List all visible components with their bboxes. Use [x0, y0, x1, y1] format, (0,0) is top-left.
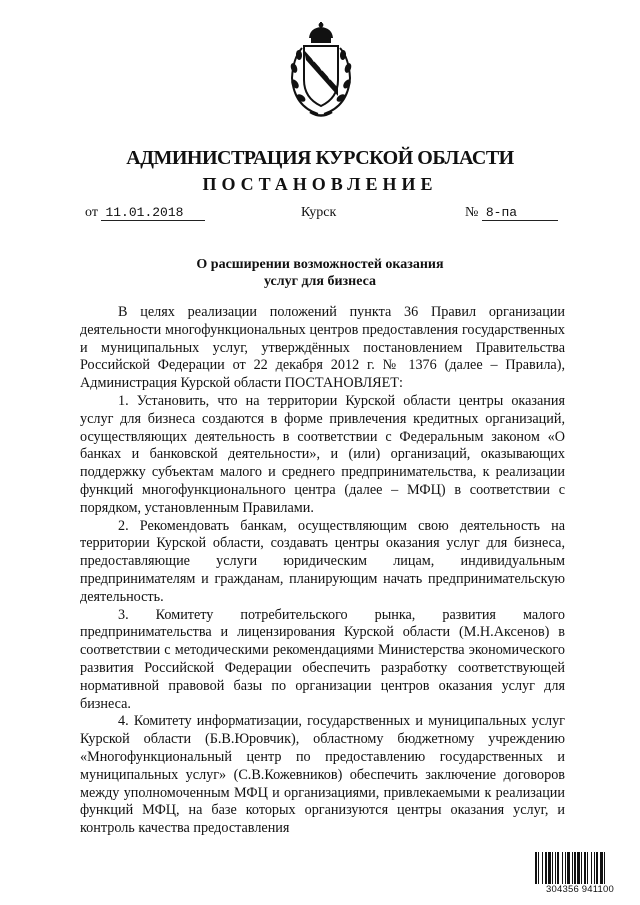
barcode-icon	[534, 852, 626, 884]
number-value: 8-па	[482, 205, 558, 221]
date-prefix: от	[85, 205, 98, 220]
document-date	[85, 205, 205, 221]
document-subject	[0, 256, 640, 290]
date-value: 11.01.2018	[101, 205, 205, 221]
body-paragraph-preamble: В целях реализации положений пункта 36 Правил организации деятельности многофункциональных центров предоставления государственных и муниципальных услуг, утверждённых постановлением Правительства Российской Федерации от 22 декабря 2012 г. № 1376 (далее – Правила), Администрация Курской области ПОСТАНОВЛЯЕТ:	[80, 304, 565, 392]
number-prefix: №	[465, 205, 479, 220]
document-city: Курск	[301, 205, 337, 220]
document-type-title: ПОСТАНОВЛЕНИЕ	[202, 174, 438, 194]
body-paragraph-4: 4. Комитету информатизации, государственных и муниципальных услуг Курской области (Б.В.Юровчик), областному бюджетному учреждению «Многофункциональный центр по предоставлению государственных и муниципальных услуг» (С.В.Кожевников) обеспечить заключение договоров между уполномоченным МФЦ и организациями, привлекаемыми к реализации функций МФЦ, на базе которых организуются центры оказания услуг, и контроль качества предоставления	[80, 713, 565, 837]
subject-line-1: О расширении возможностей оказания	[196, 257, 444, 272]
document-body	[80, 304, 565, 838]
agency-title: АДМИНИСТРАЦИЯ КУРСКОЙ ОБЛАСТИ	[126, 147, 514, 169]
subject-line-2: услуг для бизнеса	[263, 274, 377, 289]
document-number	[465, 205, 558, 221]
body-paragraph-2: 2. Рекомендовать банкам, осуществляющим свою деятельность на территории Курской области, создавать центры оказания услуг для бизнеса, предоставляющие услуги юридическим лицам, индивидуальным предпринимателям и гражданам, планирующим начать предпринимательскую деятельность.	[80, 517, 565, 605]
body-paragraph-1: 1. Установить, что на территории Курской области центры оказания услуг для бизнеса создаются в форме привлечения кредитных организаций, осуществляющих деятельность в соответствии с Федеральным законом «О банках и банковской деятельности», и (или) организаций, оказывающих поддержку субъектам малого и среднего предпринимательства, к реализации функций многофункционального центра (далее – МФЦ) в соответствии с порядком, установленным Правилами.	[80, 392, 565, 516]
coat-of-arms-icon	[288, 22, 354, 122]
barcode-number: 304356 941100	[546, 884, 614, 895]
barcode	[534, 852, 626, 897]
body-paragraph-3: 3. Комитету потребительского рынка, развития малого предпринимательства и лицензирования Курской области (М.Н.Аксенов) в соответствии с методическими рекомендациями Министерства экономического развития Российской Федерации обеспечить разработку соответствующей нормативной правовой базы по организации центров оказания услуг для бизнеса.	[80, 606, 565, 712]
